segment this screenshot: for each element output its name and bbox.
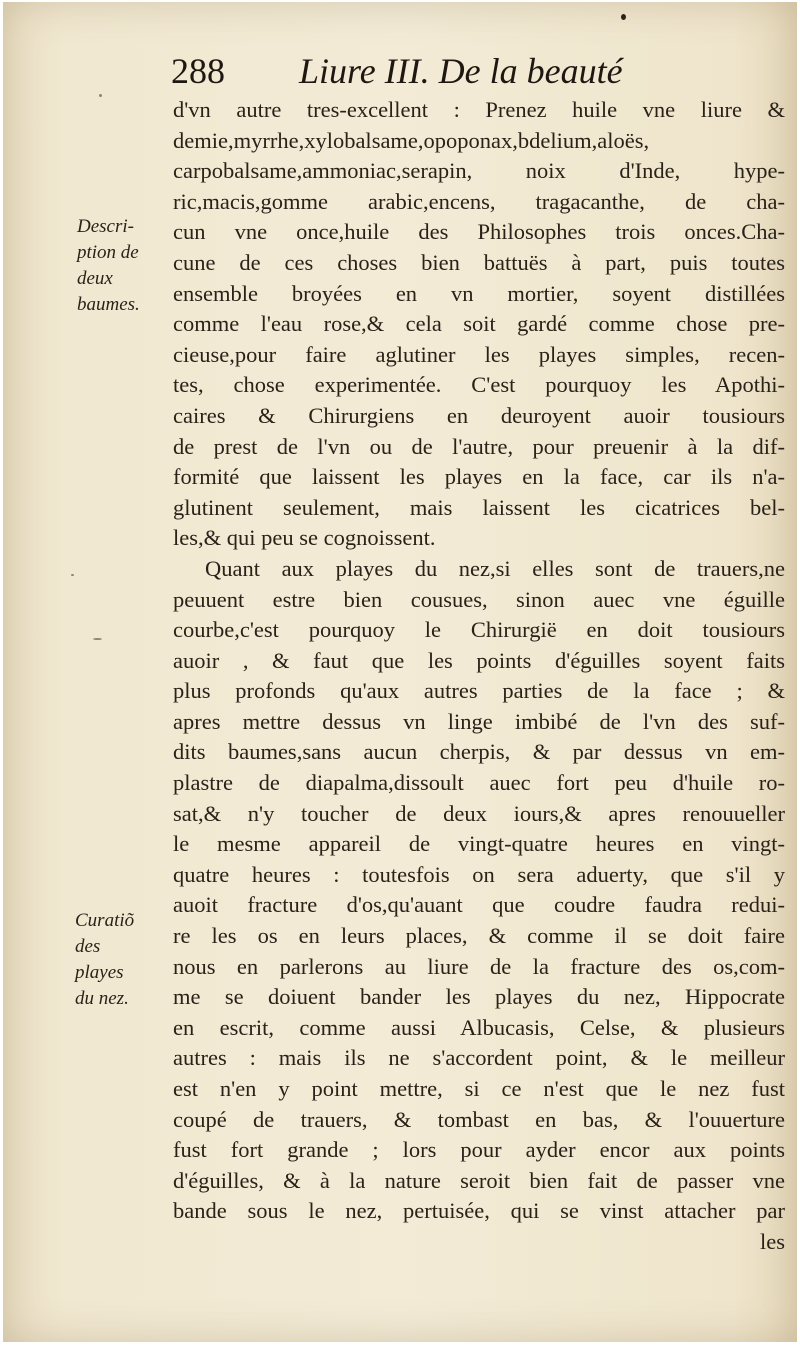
text-line: cieuse,pour faire aglutiner les playes simples, recen- (173, 341, 785, 367)
marginal-note-line: Curatiõ (75, 910, 135, 931)
marginal-note-line: ption de (77, 242, 139, 263)
text-line: plastre de diapalma,dissoult auec fort peu d'huile ro- (173, 770, 785, 796)
text-line: auoir , & faut que les points d'éguilles soyent faits (173, 647, 785, 673)
text-line: autres : mais ils ne s'accordent point, & le meilleur (173, 1045, 785, 1071)
catchword: les (760, 1228, 785, 1254)
ink-speck (99, 94, 102, 97)
text-line: tes, chose experimentée. C'est pourquoy les Apothi- (173, 372, 785, 398)
text-line: bande sous le nez, pertuisée, qui se vinst attacher par (173, 1198, 785, 1224)
body-text (173, 95, 785, 1258)
text-line: est n'en y point mettre, si ce n'est que le nez fust (173, 1076, 785, 1101)
page-number: 288 (171, 51, 225, 91)
text-line: courbe,c'est pourquoy le Chirurgië en doit tousiours (173, 617, 785, 643)
ink-speck (93, 638, 102, 640)
text-line: le mesme appareil de vingt-quatre heures en vingt- (173, 831, 785, 857)
text-line: d'vn autre tres-excellent : Prenez huile vne liure & (173, 97, 785, 122)
text-line: sat,& n'y toucher de deux iours,& apres renouueller (173, 800, 785, 826)
text-line: caires & Chirurgiens en deuroyent auoir tousiours (173, 402, 785, 428)
text-line: les,& qui peu se cognoissent. (173, 525, 436, 551)
marginal-note-line: playes (75, 962, 124, 983)
running-head: Liure III. De la beauté (299, 51, 623, 91)
marginal-note-line: deux (77, 268, 113, 289)
text-line: cune de ces choses bien battuës à part, puis toutes (173, 249, 785, 275)
text-line: carpobalsame,ammoniac,serapin, noix d'Inde, hype- (173, 158, 785, 184)
text-line: de prest de l'vn ou de l'autre, pour preuenir à la dif- (173, 433, 785, 459)
text-line: auoit fracture d'os,qu'auant que coudre faudra redui- (173, 892, 785, 918)
text-line: Quant aux playes du nez,si elles sont de trauers,ne (205, 555, 785, 581)
text-line: fust fort grande ; lors pour ayder encor aux points (173, 1137, 785, 1163)
text-line: d'éguilles, & à la nature seroit bien fait de passer vne (173, 1167, 785, 1193)
marginal-note-line: des (75, 936, 101, 957)
page-header (171, 48, 711, 94)
text-line: me se doiuent bander les playes du nez, Hippocrate (173, 984, 785, 1010)
marginal-note-balms (77, 214, 173, 318)
text-line: en escrit, comme aussi Albucasis, Celse, & plusieurs (173, 1014, 785, 1040)
marginal-note-line: du nez. (75, 988, 129, 1009)
text-line: quatre heures : toutesfois on sera aduerty, que s'il y (173, 861, 785, 887)
text-line: ensemble broyées en vn mortier, soyent distillées (173, 280, 785, 306)
text-line: plus profonds qu'aux autres parties de la face ; & (173, 678, 785, 704)
marginal-note-line: baumes. (77, 294, 140, 315)
ink-speck (71, 574, 74, 576)
text-line: dits baumes,sans aucun cherpis, & par dessus vn em- (173, 739, 785, 765)
ink-speck (621, 14, 626, 20)
text-line: demie,myrrhe,xylobalsame,opoponax,bdelium,aloës, (173, 127, 650, 153)
book-page (3, 2, 797, 1342)
marginal-note-line: Descri- (77, 216, 134, 237)
text-line: nous en parlerons au liure de la fracture des os,com- (173, 953, 785, 979)
text-line: apres mettre dessus vn linge imbibé de l'vn des suf- (173, 708, 785, 734)
text-line: formité que laissent les playes en la face, car ils n'a- (173, 464, 785, 490)
text-line: peuuent estre bien cousues, sinon auec vne éguille (173, 586, 785, 612)
text-line: glutinent seulement, mais laissent les cicatrices bel- (173, 494, 785, 520)
text-line: ric,macis,gomme arabic,encens, tragacanthe, de cha- (173, 188, 785, 214)
marginal-note-nose-wounds (75, 908, 171, 1012)
text-line: coupé de trauers, & tombast en bas, & l'ouuerture (173, 1106, 785, 1132)
text-line: cun vne once,huile des Philosophes trois onces.Cha- (173, 219, 785, 245)
text-line: re les os en leurs places, & comme il se doit faire (173, 923, 785, 949)
text-line: comme l'eau rose,& cela soit gardé comme chose pre- (173, 311, 785, 337)
